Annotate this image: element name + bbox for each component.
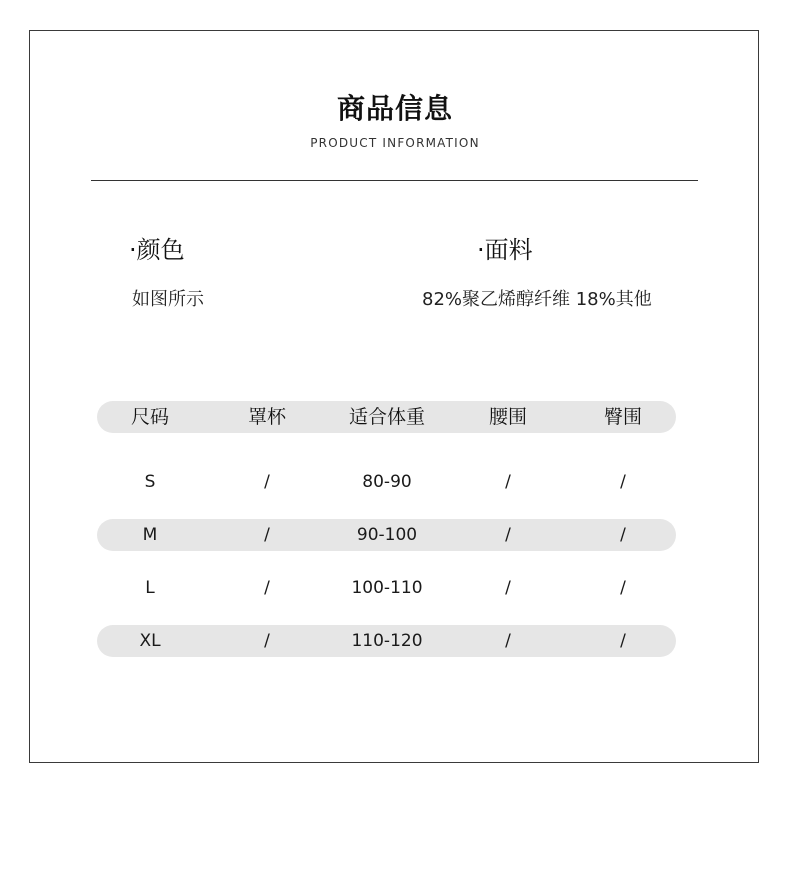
color-heading: ·颜色 xyxy=(129,236,185,264)
size-cell: S xyxy=(144,472,156,492)
cup-cell: / xyxy=(264,631,270,651)
column-header-size: 尺码 xyxy=(130,406,169,428)
size-cell: M xyxy=(142,525,158,545)
waist-cell: / xyxy=(505,525,511,545)
fabric-heading: ·面料 xyxy=(477,236,533,264)
weight-cell: 90-100 xyxy=(356,525,418,545)
column-header-weight: 适合体重 xyxy=(348,406,425,428)
waist-cell: / xyxy=(505,578,511,598)
table-row xyxy=(97,519,676,551)
size-cell: XL xyxy=(139,631,161,651)
page-title: 商品信息 xyxy=(336,92,453,125)
waist-cell: / xyxy=(505,472,511,492)
hip-cell: / xyxy=(620,631,626,651)
table-header-row xyxy=(97,401,676,433)
cup-cell: / xyxy=(264,472,270,492)
column-header-hip: 臀围 xyxy=(603,406,642,428)
size-cell: L xyxy=(145,578,155,598)
table-row xyxy=(97,466,676,498)
page-subtitle: PRODUCT INFORMATION xyxy=(310,136,480,150)
cup-cell: / xyxy=(264,578,270,598)
column-header-waist: 腰围 xyxy=(488,406,527,428)
waist-cell: / xyxy=(505,631,511,651)
color-value: 如图所示 xyxy=(132,289,204,310)
cup-cell: / xyxy=(264,525,270,545)
weight-cell: 100-110 xyxy=(351,578,423,598)
weight-cell: 110-120 xyxy=(351,631,423,651)
weight-cell: 80-90 xyxy=(362,472,412,492)
hip-cell: / xyxy=(620,525,626,545)
hip-cell: / xyxy=(620,578,626,598)
table-row xyxy=(97,625,676,657)
title-divider xyxy=(91,180,698,181)
table-row xyxy=(97,572,676,604)
hip-cell: / xyxy=(620,472,626,492)
column-header-cup: 罩杯 xyxy=(247,406,286,428)
fabric-value: 82%聚乙烯醇纤维 18%其他 xyxy=(422,289,652,310)
